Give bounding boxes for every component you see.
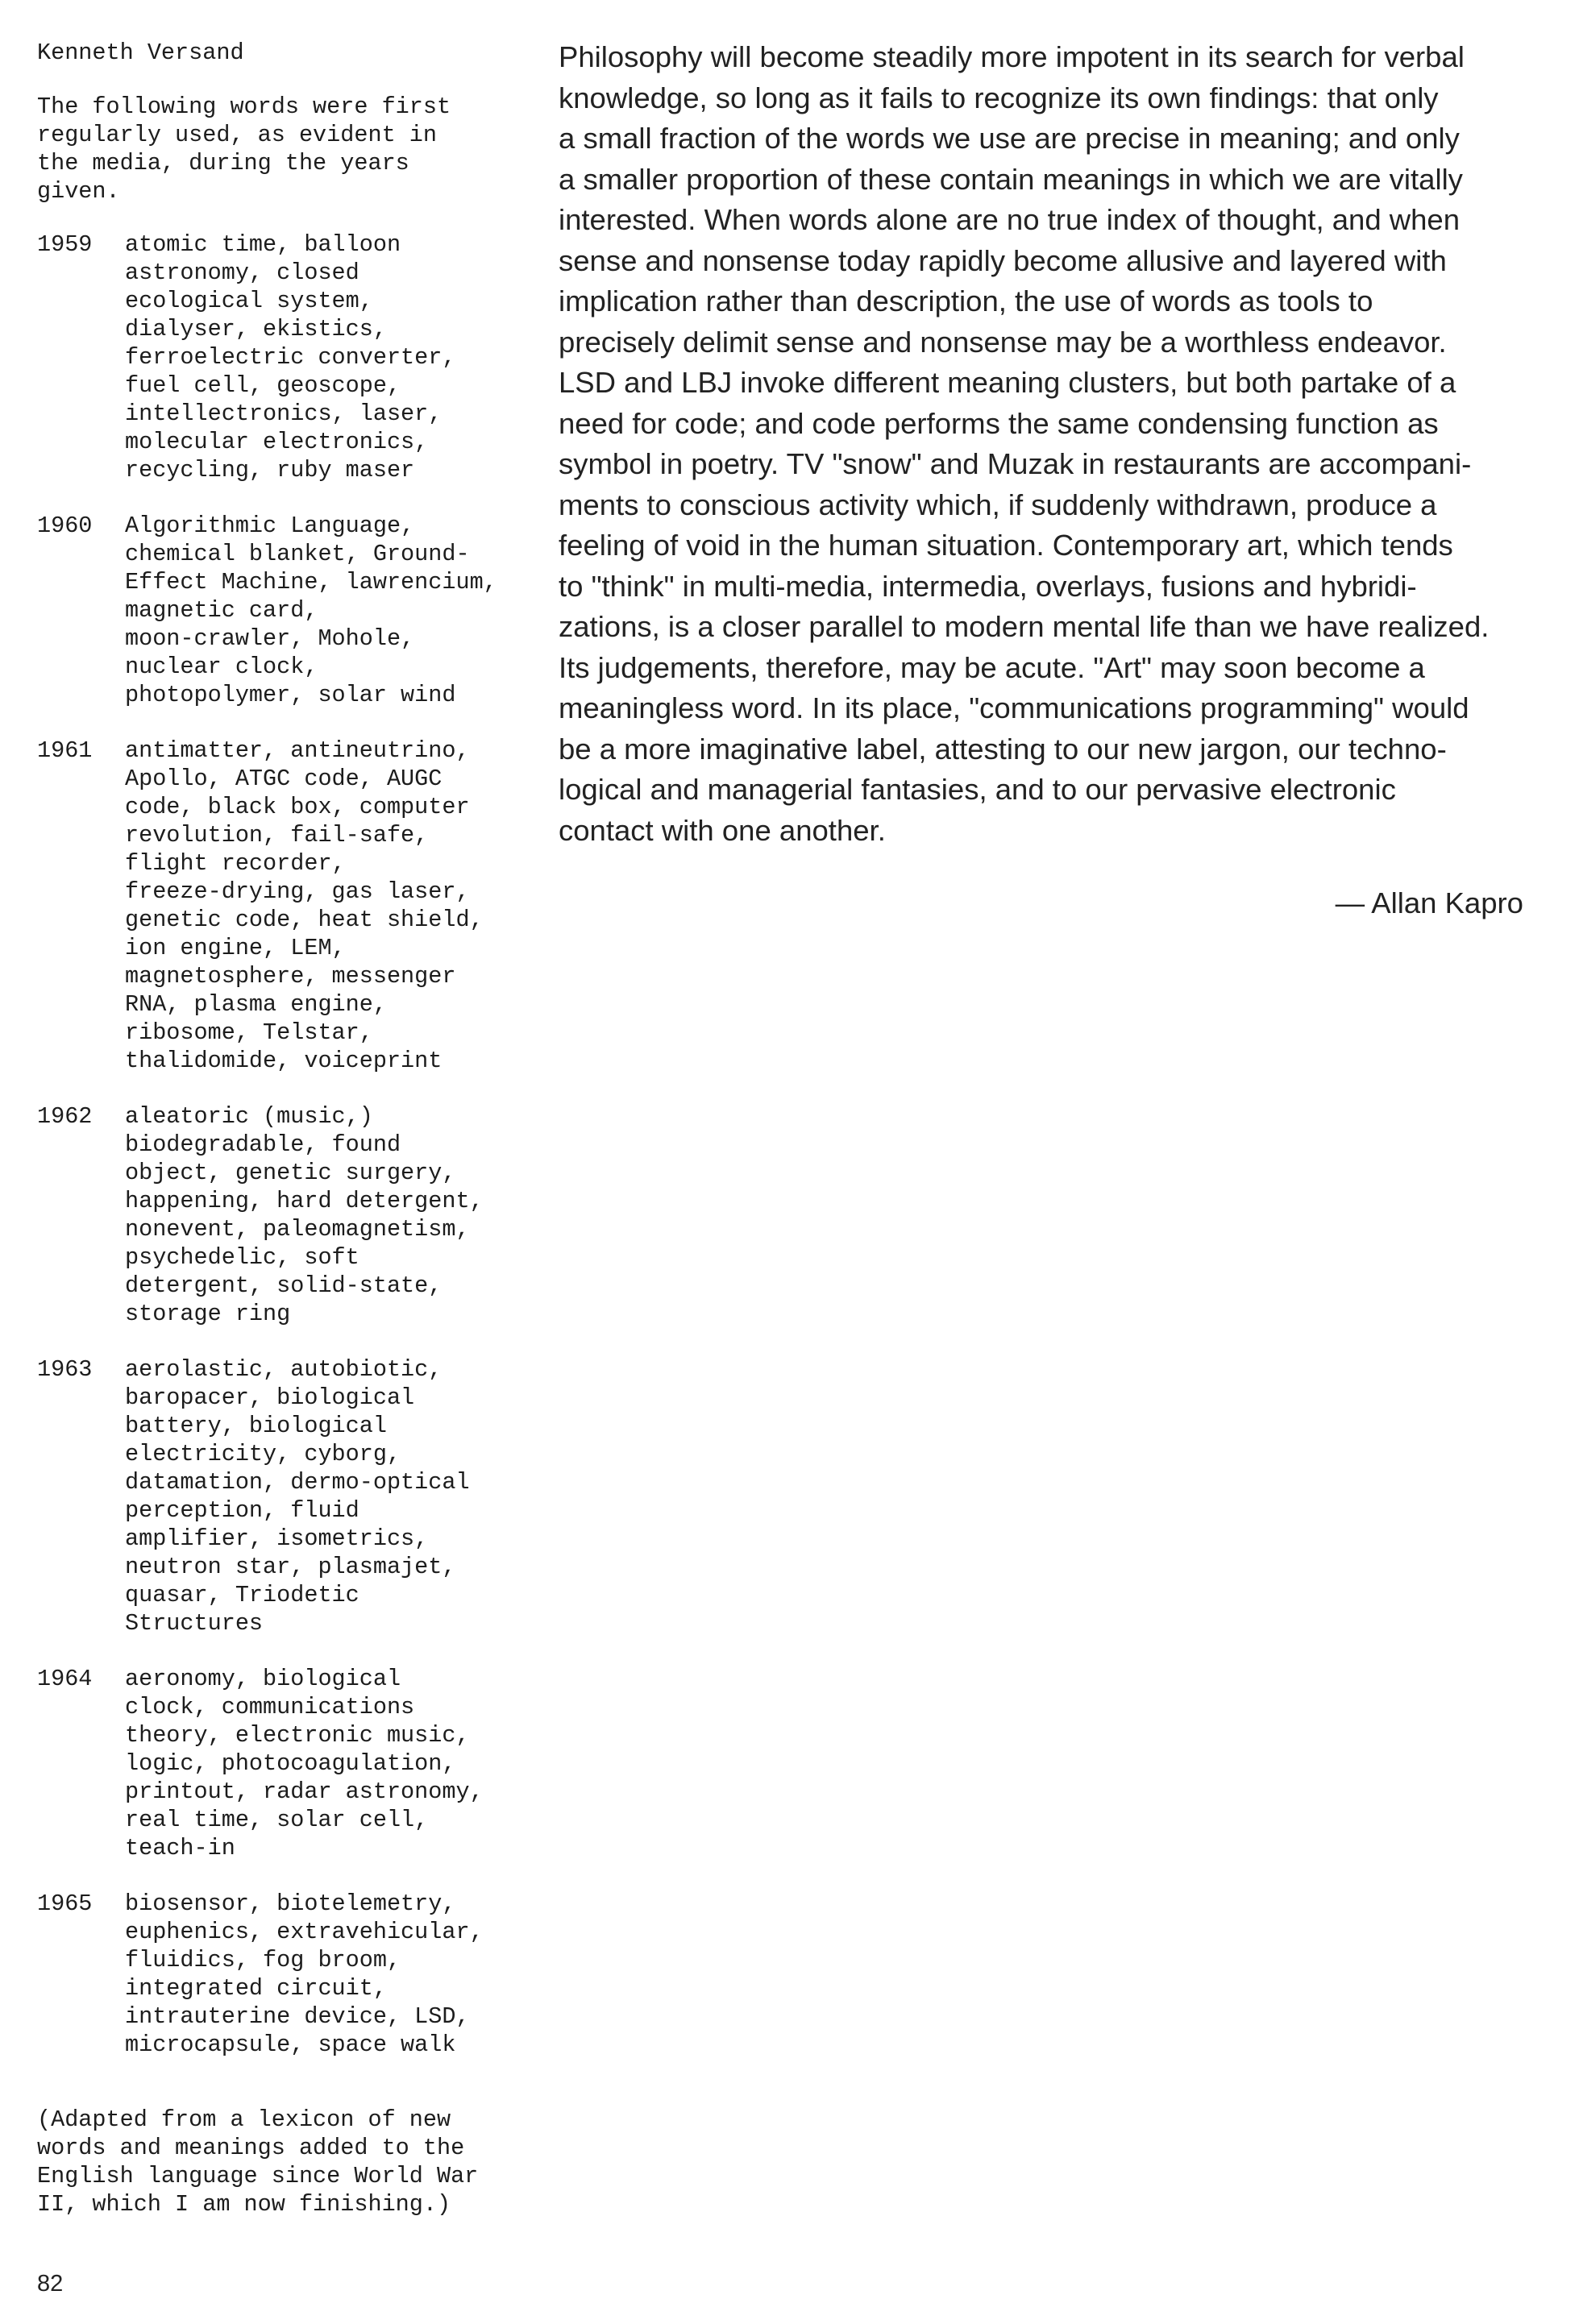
year-word-list: Algorithmic Language, chemical blanket, Ground- Effect Machine, lawrencium, magnetic card, moon-crawler, Mohole, nuclear clock, photopolymer, solar wind: [125, 513, 497, 708]
year-entry-1962: [37, 1102, 521, 1328]
essay-paragraph: Philosophy will become steadily more impotent in its search for verbal knowledge, so long as it fails to recognize its own findings: that only a small fraction of the words we use are precise in meaning; and only a smaller proportion of these contain meanings in which we are vitally interested. When words alone are no true index of thought, and when sense and nonsense today rapidly become allusive and layered with implication rather than description, the use of words as tools to precisely delimit sense and nonsense may be a worthless endeavor. LSD and LBJ invoke different meaning clusters, but both partake of a need for code; and code performs the same condensing function as symbol in poetry. TV "snow" and Muzak in restaurants are accompani- ments to conscious activity which, if suddenly withdrawn, produce a feeling of void in the human situation. Contemporary art, which tends to "think" in multi-media, intermedia, overlays, fusions and hybridi- zations, is a closer parallel to modern mental life than we have realized. Its judgements, therefore, may be acute. "Art" may soon become a meaningless word. In its place, "communications programming" would be a more imaginative label, attesting to our new jargon, our techno- logical and managerial fantasies, and to our pervasive electronic contact with one another.: [559, 40, 1490, 847]
year-word-list: aeronomy, biological clock, communications theory, electronic music, logic, photocoagulation, printout, radar astronomy, real time, solar cell, teach-in: [125, 1666, 484, 1861]
year-word-list: atomic time, balloon astronomy, closed ecological system, dialyser, ekistics, ferroelectric converter, fuel cell, geoscope, intellectronics, laser, molecular electronics, recycling, ruby maser: [125, 231, 456, 483]
year-entry-1964: [37, 1665, 521, 1862]
lexicon-source-note: (Adapted from a lexicon of new words and meanings added to the English language since World War II, which I am now finishing.): [37, 2106, 479, 2218]
year-entry-1965: [37, 1890, 521, 2059]
page-number: 82: [37, 2271, 64, 2297]
year-label: 1964: [37, 1666, 93, 1692]
year-word-list: antimatter, antineutrino, Apollo, ATGC code, AUGC code, black box, computer revolution, fail-safe, flight recorder, freeze-drying, gas laser, genetic code, heat shield, ion engine, LEM, magnetosphere, messenger RNA, plasma engine, ribosome, Telstar, thalidomide, voiceprint: [125, 737, 484, 1074]
year-label: 1963: [37, 1356, 93, 1383]
year-label: 1961: [37, 737, 93, 764]
year-label: 1962: [37, 1103, 93, 1130]
essay-signature: — Allan Kapro: [1335, 886, 1523, 919]
word-lexicon-column: [37, 39, 521, 2218]
year-word-list: aerolastic, autobiotic, baropacer, biological battery, biological electricity, cyborg, datamation, dermo-optical perception, fluid amplifier, isometrics, neutron star, plasmajet, quasar, Triodetic Structures: [125, 1356, 470, 1637]
year-entry-1960: [37, 512, 521, 709]
year-label: 1965: [37, 1890, 93, 1917]
year-entry-1961: [37, 737, 521, 1075]
year-entry-1963: [37, 1355, 521, 1637]
year-word-list: biosensor, biotelemetry, euphenics, extravehicular, fluidics, fog broom, integrated circuit, intrauterine device, LSD, microcapsule, space walk: [125, 1890, 484, 2058]
year-label: 1960: [37, 513, 93, 539]
essay-column: [559, 37, 1530, 924]
year-word-list: aleatoric (music,) biodegradable, found object, genetic surgery, happening, hard detergent, nonevent, paleomagnetism, psychedelic, soft detergent, solid-state, storage ring: [125, 1103, 484, 1327]
lexicon-author: Kenneth Versand: [37, 39, 244, 66]
lexicon-intro: The following words were first regularly used, as evident in the media, during the years given.: [37, 93, 451, 205]
year-entry-1959: [37, 230, 521, 484]
year-label: 1959: [37, 231, 93, 258]
